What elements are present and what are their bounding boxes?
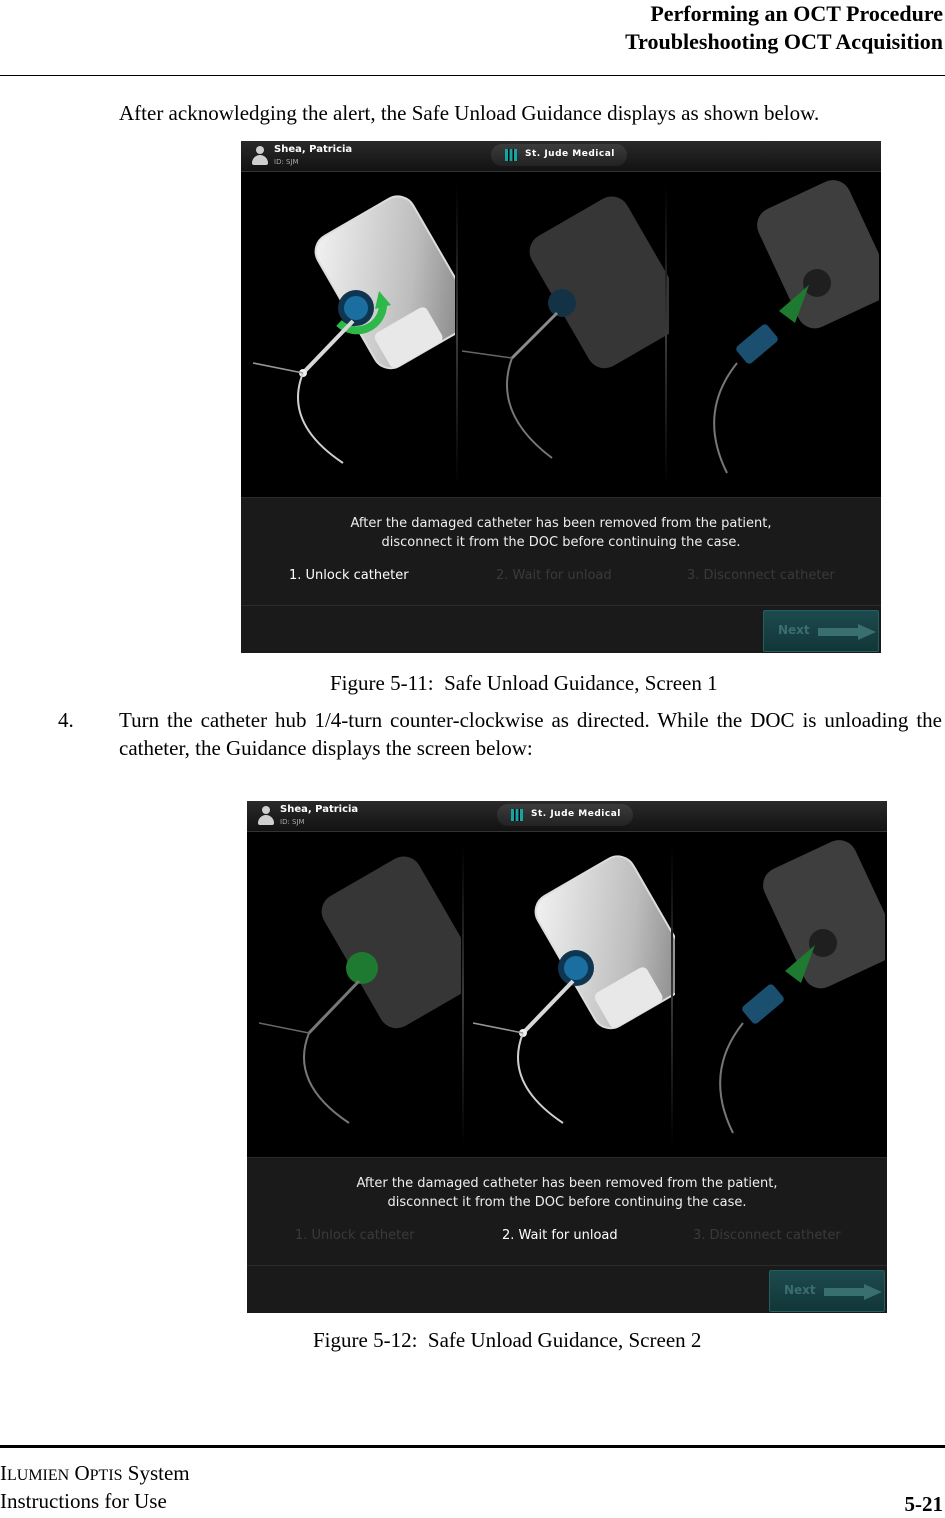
logo-grid-icon xyxy=(511,809,523,821)
step-disconnect-catheter: 3. Disconnect catheter xyxy=(693,1228,841,1243)
footer-product-rest: System xyxy=(122,1461,190,1485)
st-jude-logo xyxy=(491,144,627,166)
header-section-title: Troubleshooting OCT Acquisition xyxy=(625,29,943,54)
patient-avatar-icon xyxy=(251,146,269,166)
next-button-label: Next xyxy=(778,623,810,637)
footer-product xyxy=(0,1459,190,1490)
step-unlock-catheter: 1. Unlock catheter xyxy=(289,568,409,583)
panel-separator xyxy=(247,1265,887,1266)
running-header xyxy=(625,0,943,56)
footer-product-small2: PTIS xyxy=(89,1467,123,1484)
step-indicator xyxy=(247,1228,887,1248)
unlock-catheter-illustration xyxy=(249,833,461,1155)
guidance-message-line1: After the damaged catheter has been removed from the patient, xyxy=(356,1176,778,1191)
logo-text: St. Jude Medical xyxy=(531,809,621,819)
guidance-panel xyxy=(247,1157,887,1313)
patient-name: Shea, Patricia xyxy=(280,804,359,815)
step-wait-for-unload: 2. Wait for unload xyxy=(496,568,612,583)
disconnect-catheter-illustration xyxy=(673,833,885,1155)
guidance-message-line2: disconnect it from the DOC before continuing the case. xyxy=(381,535,741,550)
logo-grid-icon xyxy=(505,149,517,161)
step-unlock-catheter: 1. Unlock catheter xyxy=(295,1228,415,1243)
safe-unload-screen-1 xyxy=(241,141,881,653)
patient-id: ID: SJM xyxy=(274,158,299,166)
figure-caption-1: Figure 5-11: Safe Unload Guidance, Screen 1 xyxy=(330,671,718,695)
footer-product-small1: LUMIEN xyxy=(7,1467,70,1484)
unlock-catheter-illustration xyxy=(243,173,455,495)
arrow-right-icon xyxy=(818,624,876,640)
next-button-label: Next xyxy=(784,1283,816,1297)
top-bar xyxy=(241,141,881,172)
safe-unload-screen-2 xyxy=(247,801,887,1313)
next-button[interactable] xyxy=(769,1270,885,1312)
guidance-panel xyxy=(241,497,881,653)
disconnect-catheter-illustration xyxy=(667,173,879,495)
intro-paragraph: After acknowledging the alert, the Safe Unload Guidance displays as shown below. xyxy=(119,101,820,125)
wait-for-unload-illustration xyxy=(463,833,675,1155)
step-number: 4. xyxy=(58,708,74,732)
logo-text: St. Jude Medical xyxy=(525,149,615,159)
footer-rule xyxy=(0,1445,945,1448)
footer-doc-title: Instructions for Use xyxy=(0,1489,167,1513)
arrow-right-icon xyxy=(824,1284,882,1300)
top-bar xyxy=(247,801,887,832)
guidance-message-line1: After the damaged catheter has been removed from the patient, xyxy=(350,516,772,531)
patient-avatar-icon xyxy=(257,806,275,826)
footer-product-cap2: O xyxy=(69,1461,90,1485)
footer-product-cap1: I xyxy=(0,1461,7,1485)
step-disconnect-catheter: 3. Disconnect catheter xyxy=(687,568,835,583)
next-button[interactable] xyxy=(763,610,879,652)
step-text: Turn the catheter hub 1/4-turn counter-clockwise as directed. While the DOC is unloading the catheter, the Guidance displays the screen below: xyxy=(119,708,942,760)
guidance-message-line2: disconnect it from the DOC before continuing the case. xyxy=(387,1195,747,1210)
st-jude-logo xyxy=(497,804,633,826)
header-chapter-title: Performing an OCT Procedure xyxy=(650,1,943,26)
panel-separator xyxy=(241,605,881,606)
patient-name: Shea, Patricia xyxy=(274,144,353,155)
step-wait-for-unload: 2. Wait for unload xyxy=(502,1228,618,1243)
wait-for-unload-illustration xyxy=(457,173,669,495)
header-rule xyxy=(0,75,945,76)
patient-id: ID: SJM xyxy=(280,818,305,826)
figure-caption-2: Figure 5-12: Safe Unload Guidance, Screen 2 xyxy=(313,1328,702,1352)
page-number: 5-21 xyxy=(904,1492,943,1516)
step-indicator xyxy=(241,568,881,588)
